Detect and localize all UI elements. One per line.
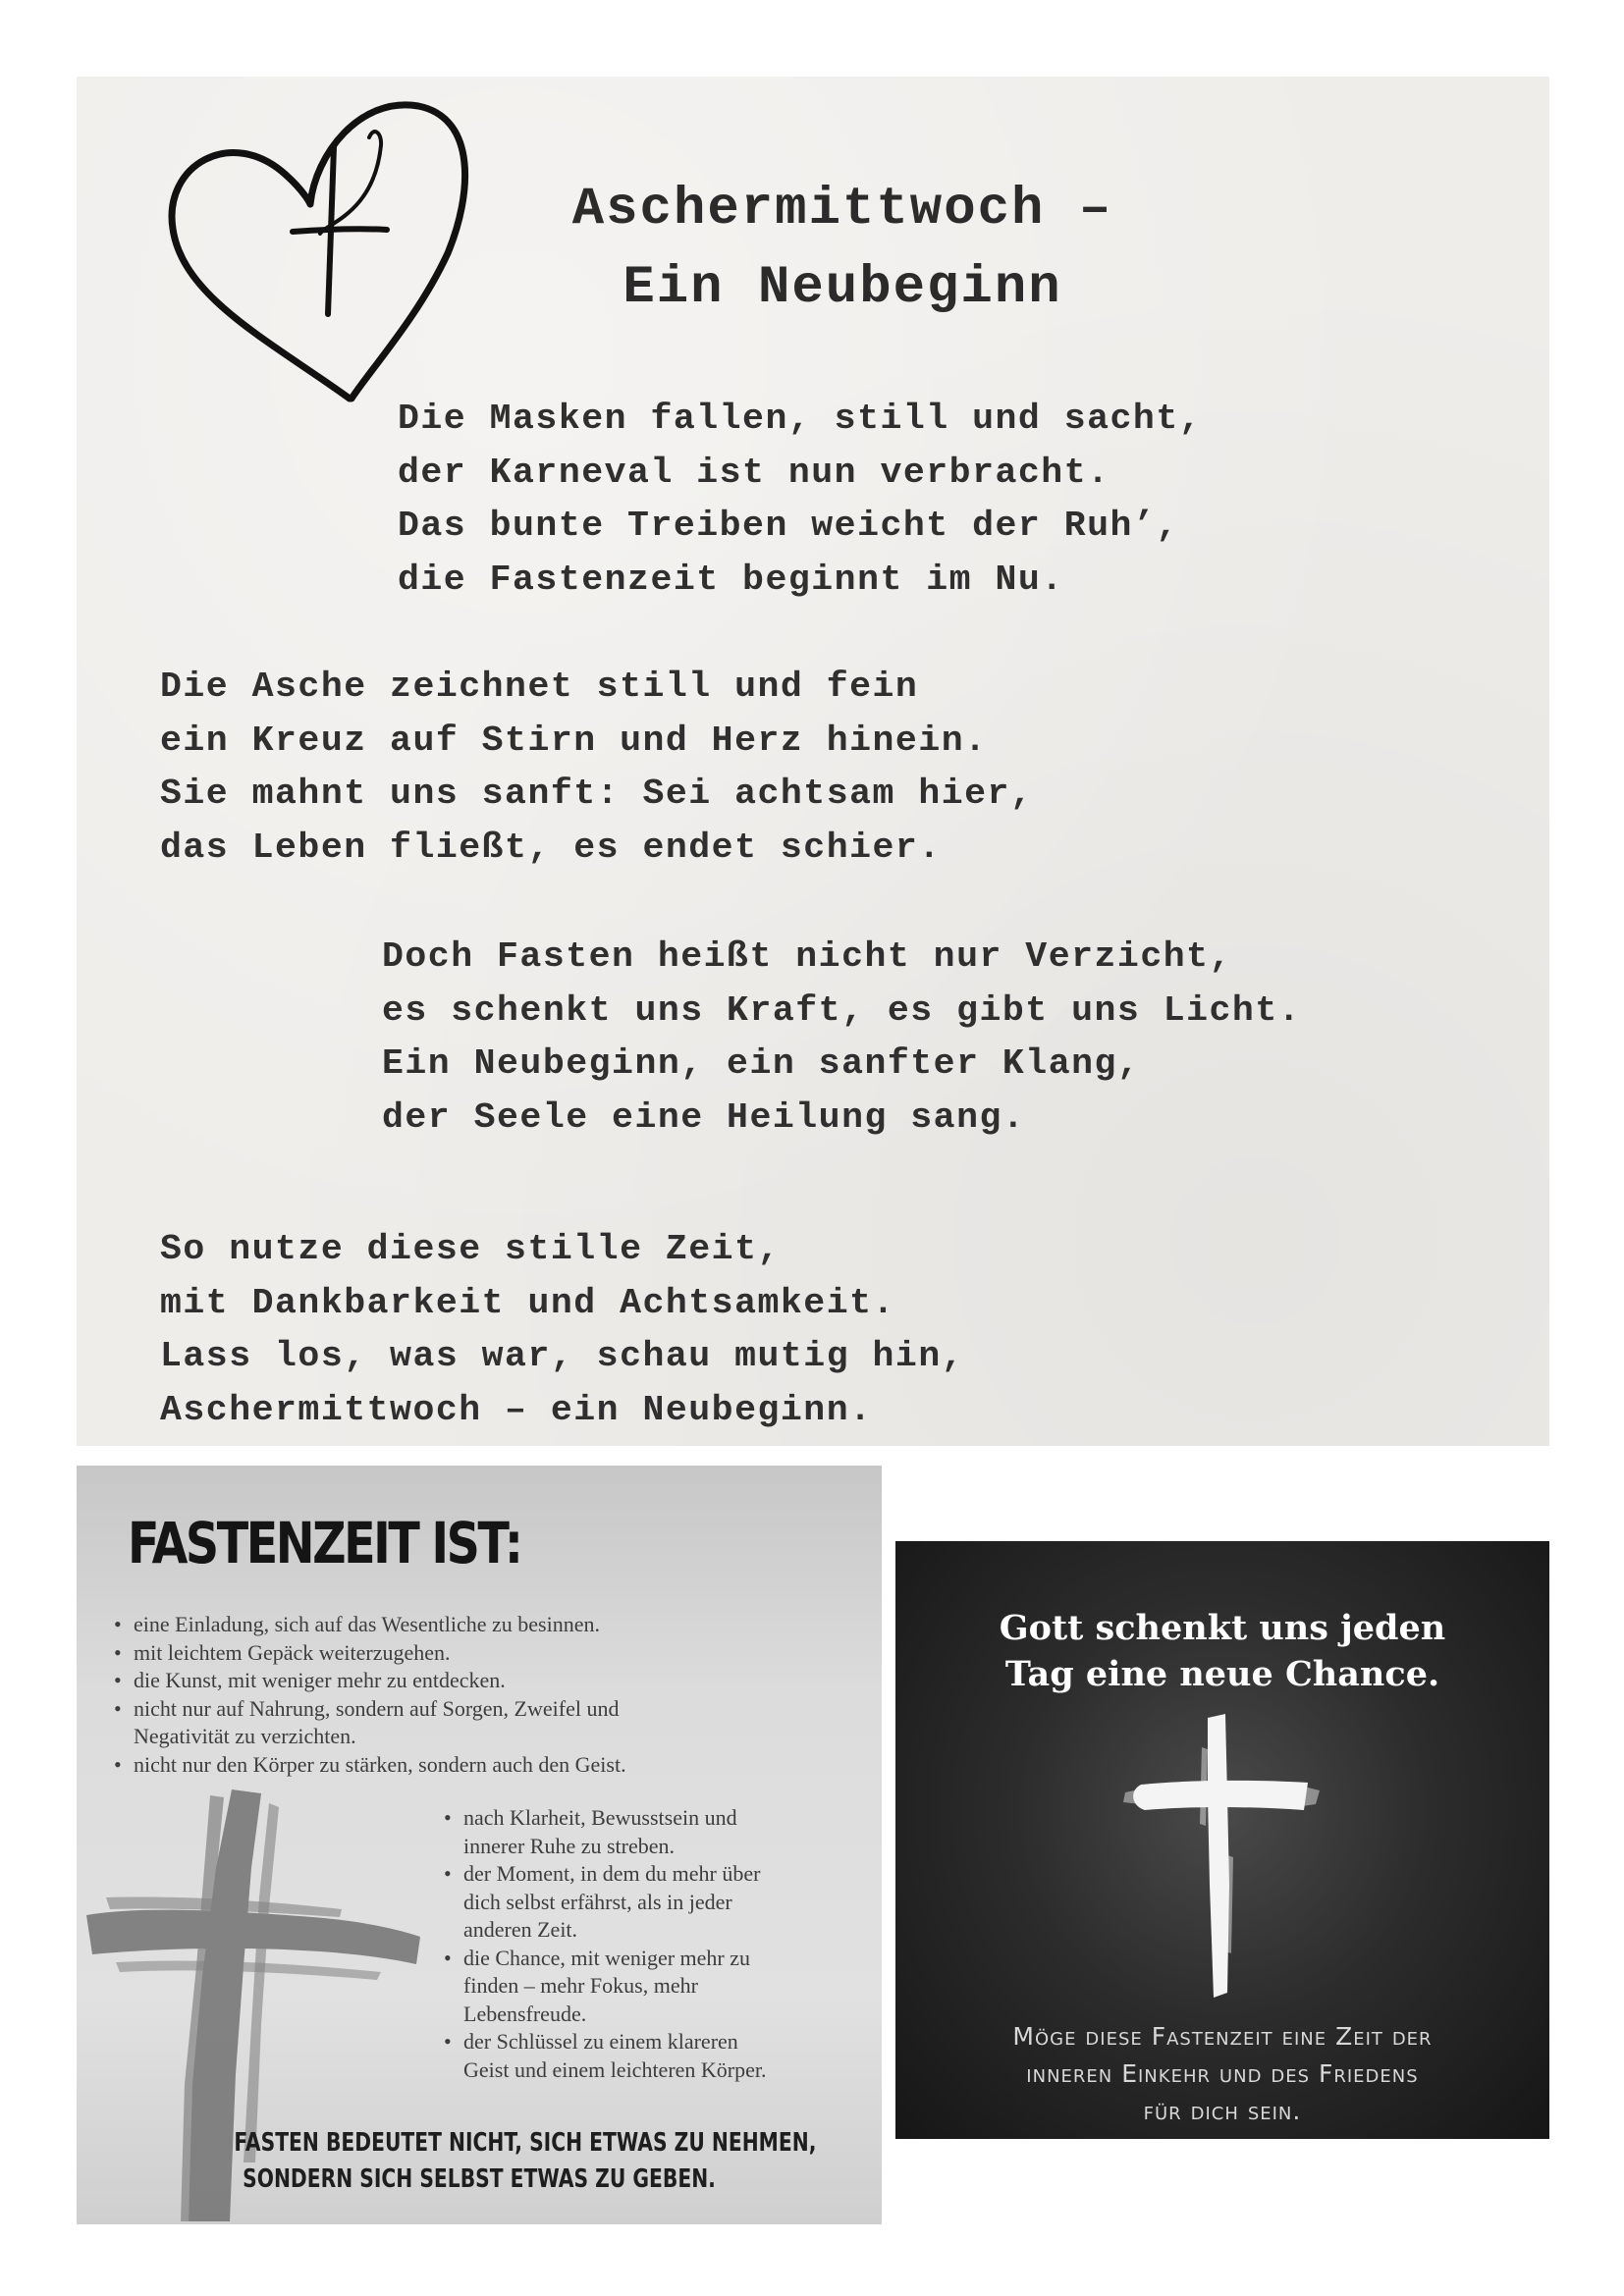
poem-title-line-2: Ein Neubeginn [623, 258, 1062, 318]
fasting-closing-line-2: SONDERN SICH SELBST ETWAS ZU GEBEN. [243, 2164, 716, 2194]
poem-line: Das bunte Treiben weicht der Ruh’, [398, 506, 1179, 546]
poem-line: Doch Fasten heißt nicht nur Verzicht, [382, 936, 1232, 977]
poem-line: der Karneval ist nun verbracht. [398, 452, 1110, 493]
list-item: • eine Einladung, sich auf das Wesentliche zu besinnen. [112, 1611, 799, 1639]
poem-stanza [382, 931, 1301, 1145]
list-item: • der Schlüssel zu einem klareren Geist und einem leichteren Körper. [442, 2028, 864, 2084]
chance-headline-line-1: Gott schenkt uns jeden [999, 1608, 1446, 1648]
chance-headline-line-2: Tag eine neue Chance. [1004, 1654, 1440, 1694]
poem-card [77, 77, 1549, 1446]
poem-line: die Fastenzeit beginnt im Nu. [398, 559, 1064, 600]
poem-line: Ein Neubeginn, ein sanfter Klang, [382, 1043, 1141, 1084]
white-cross-icon [1111, 1708, 1327, 2002]
poem-line: Sie mahnt uns sanft: Sei achtsam hier, [160, 774, 1034, 814]
list-item: • mit leichtem Gepäck weiterzugehen. [112, 1639, 799, 1668]
list-item: • der Moment, in dem du mehr über dich selbst erfährst, als in jeder anderen Zeit. [442, 1860, 864, 1945]
poem-line: Die Masken fallen, still und sacht, [398, 399, 1203, 439]
poem-line: Die Asche zeichnet still und fein [160, 667, 919, 707]
poem-line: Aschermittwoch – ein Neubeginn. [160, 1389, 873, 1430]
list-item: • die Kunst, mit weniger mehr zu entdecken. [112, 1667, 799, 1695]
poem-stanza [160, 1223, 964, 1437]
fasting-closing-line-1: FASTEN BEDEUTET NICHT, SICH ETWAS ZU NEHMEN, [234, 2128, 817, 2158]
heart-with-cross-icon [124, 86, 497, 420]
poem-stanza [398, 393, 1202, 607]
blessing-line-2: inneren Einkehr und des Friedens [1026, 2059, 1419, 2088]
poem-title-line-1: Aschermittwoch – [571, 180, 1113, 240]
blessing-line-3: für dich sein. [1143, 2097, 1302, 2125]
poem-line: es schenkt uns Kraft, es gibt uns Licht. [382, 989, 1302, 1031]
fasting-list-right [442, 1804, 864, 2084]
blessing-line-1: Möge diese Fastenzeit eine Zeit der [1012, 2022, 1433, 2051]
poem-line: mit Dankbarkeit und Achtsamkeit. [160, 1282, 895, 1323]
list-item: • nicht nur auf Nahrung, sondern auf Sorgen, Zweifel und Negativität zu verzichten. [112, 1695, 799, 1751]
fasting-heading: FASTENZEIT IST: [128, 1510, 521, 1576]
poem-line: das Leben fließt, es endet schier. [160, 827, 942, 868]
list-item: • nicht nur den Körper zu stärken, sondern auch den Geist. [112, 1751, 799, 1780]
fasting-card [77, 1466, 882, 2224]
poem-line: So nutze diese stille Zeit, [160, 1229, 781, 1269]
fasting-list-top [112, 1611, 799, 1779]
chance-card [895, 1541, 1549, 2139]
poem-line: ein Kreuz auf Stirn und Herz hinein. [160, 720, 988, 761]
poem-stanza [160, 661, 1033, 875]
poem-line: der Seele eine Heilung sang. [382, 1096, 1026, 1138]
poem-line: Lass los, was war, schau mutig hin, [160, 1336, 965, 1376]
list-item: • die Chance, mit weniger mehr zu finden – mehr Fokus, mehr Lebensfreude. [442, 1945, 864, 2029]
list-item: • nach Klarheit, Bewusstsein und innerer Ruhe zu streben. [442, 1804, 864, 1860]
